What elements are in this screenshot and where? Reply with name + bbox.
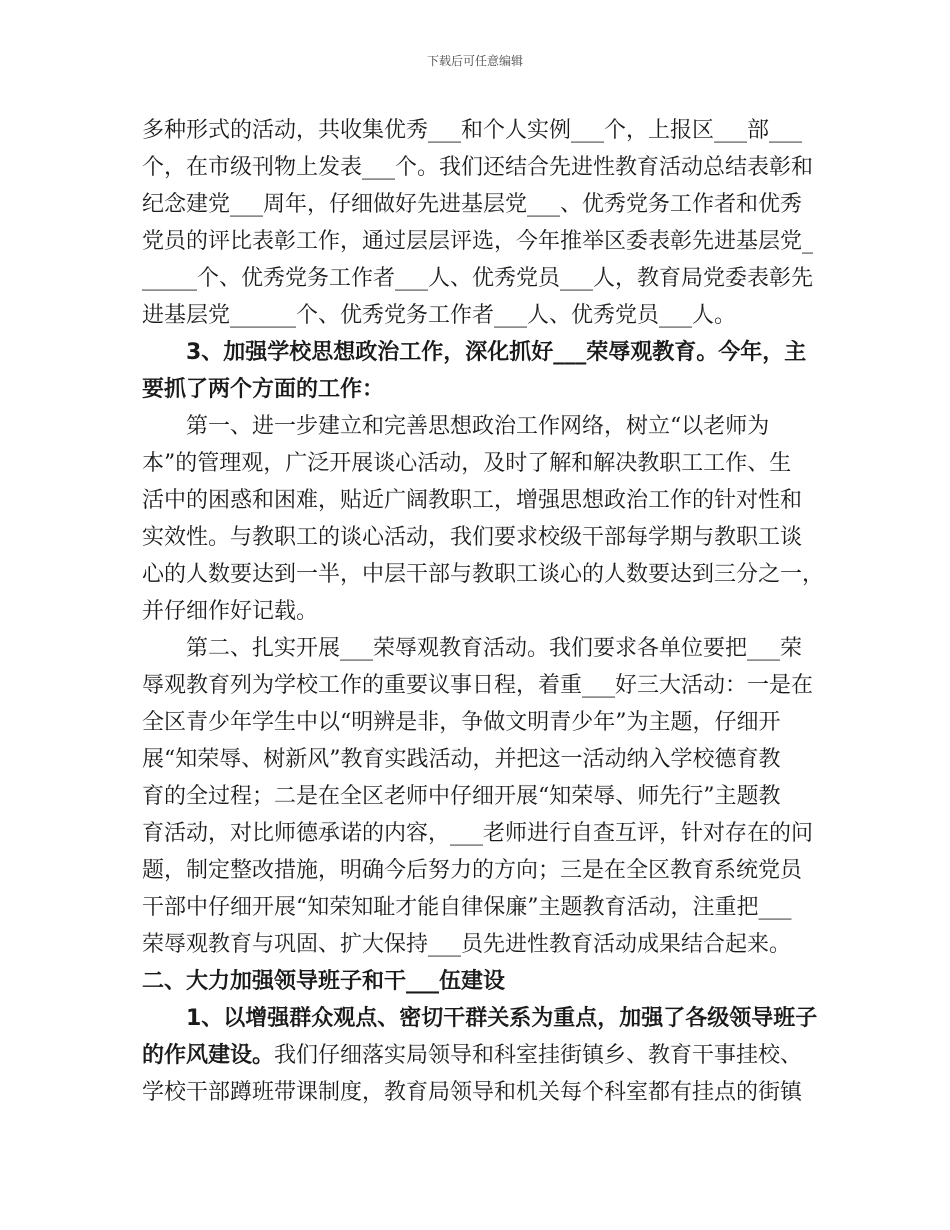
page-header-note: 下载后可任意编辑 (426, 54, 523, 68)
text-line: 党员的评比表彰工作，通过层层评选，今年推举区委表彰先进基层党_ (142, 229, 814, 254)
text-line: 全区青少年学生中以“明辨是非，争做文明青少年”为主题，仔细开 (142, 710, 781, 735)
text-line: 第一、进一步建立和完善思想政治工作网络，树立“以老师为 (186, 414, 770, 439)
text-line: 实效性。与教职工的谈心活动，我们要求校级干部每学期与教职工谈 (142, 525, 803, 550)
text-span: 我们仔细落实局领导和科室挂街镇乡、教育干事挂校、 (274, 1043, 803, 1068)
section-heading-cont: 要抓了两个方面的工作： (142, 377, 385, 402)
text-line: 多种形式的活动，共收集优秀___和个人实例___个，上报区___部___ (142, 118, 803, 143)
document-body (142, 112, 825, 1111)
text-line: 本”的管理观，广泛开展谈心活动，及时了解和解决教职工工作、生 (142, 451, 792, 476)
text-line: 育活动，对比师德承诺的内容，___老师进行自查互评，针对存在的问 (142, 821, 814, 846)
text-line: 荣辱观教育与巩固、扩大保持___员先进性教育活动成果结合起来。 (142, 932, 792, 957)
section-heading-cont: 的作风建设。 (142, 1043, 275, 1068)
text-line: 并仔细作好记载。 (142, 599, 319, 624)
text-line: 第二、扎实开展___荣辱观教育活动。我们要求各单位要把___荣 (186, 636, 803, 661)
text-line: 心的人数要达到一半，中层干部与教职工谈心的人数要达到三分之一， (142, 562, 825, 587)
text-line: 个，在市级刊物上发表___个。我们还结合先进性教育活动总结表彰和 (142, 155, 814, 180)
section-heading: 1、以增强群众观点、密切干群关系为重点，加强了各级领导班子 (186, 1006, 818, 1031)
text-line: 干部中仔细开展“知荣知耻才能自律保廉”主题教育活动，注重把___ (142, 895, 792, 920)
section-heading: 3、加强学校思想政治工作，深化抓好___荣辱观教育。今年，主 (186, 340, 807, 365)
text-line: 辱观教育列为学校工作的重要议事日程，着重___好三大活动：一是在 (142, 673, 814, 698)
text-line: 育的全过程；二是在全区老师中仔细开展“知荣辱、师先行”主题教 (142, 784, 781, 809)
text-line: 进基层党______个、优秀党务工作者___人、优秀党员___人。 (142, 303, 737, 328)
text-line: 活中的困惑和困难，贴近广阔教职工，增强思想政治工作的针对性和 (142, 488, 803, 513)
text-line: 纪念建党___周年，仔细做好先进基层党___、优秀党务工作者和优秀 (142, 192, 803, 217)
text-line: _____个、优秀党务工作者___人、优秀党员___人，教育局党委表彰先 (142, 266, 814, 291)
chapter-heading: 二、大力加强领导班子和干___伍建设 (142, 969, 506, 994)
text-line (142, 1037, 812, 1074)
text-line: 学校干部蹲班带课制度，教育局领导和机关每个科室都有挂点的街镇 (142, 1080, 803, 1105)
text-line: 题，制定整改措施，明确今后努力的方向；三是在全区教育系统党员 (142, 858, 803, 883)
text-line: 展“知荣辱、树新风”教育实践活动，并把这一活动纳入学校德育教 (142, 747, 781, 772)
